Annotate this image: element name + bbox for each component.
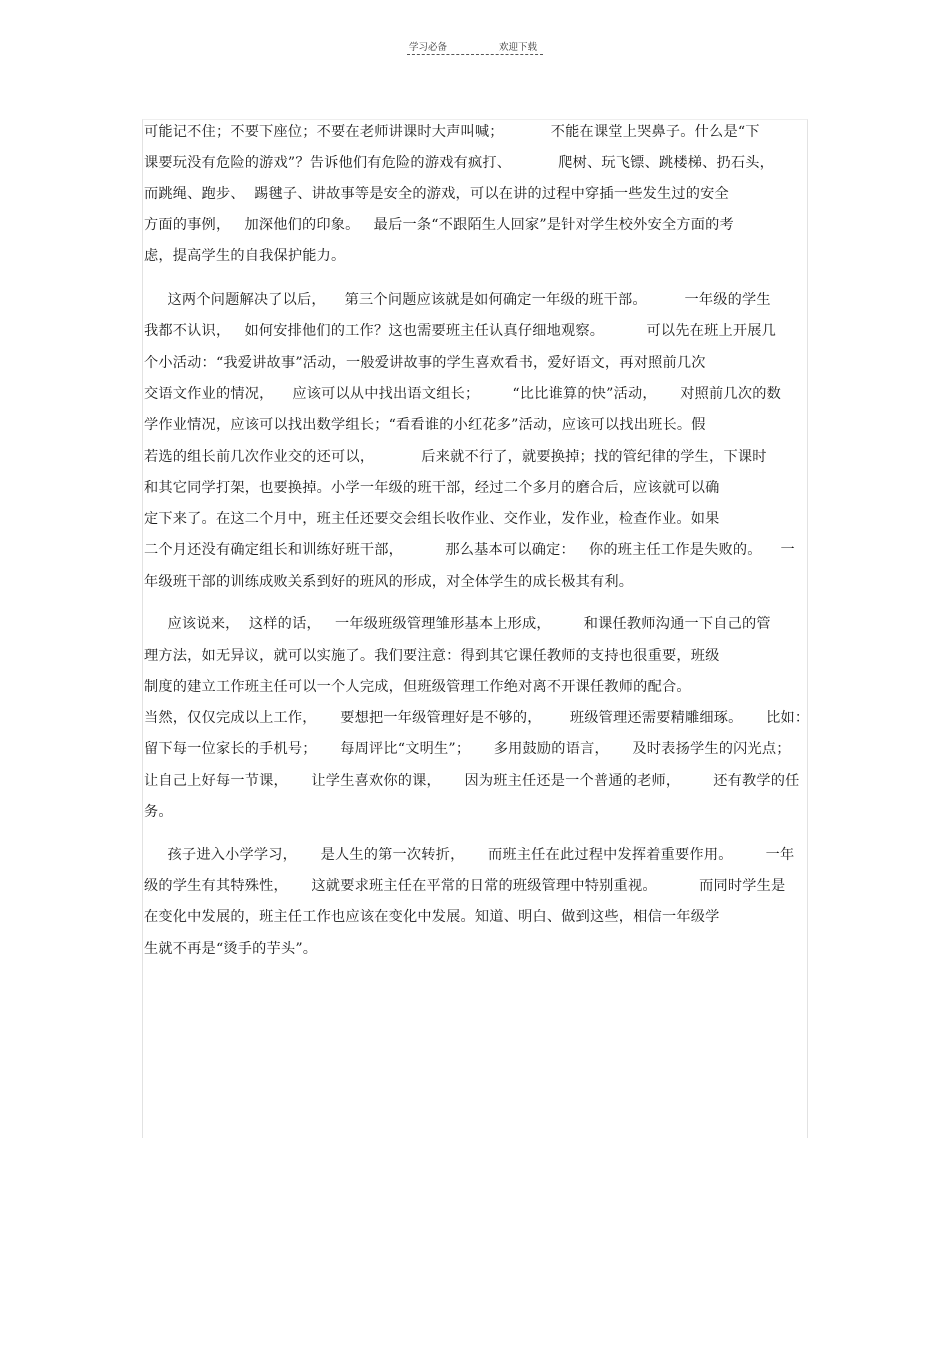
header-left-text: 学习必备 [409, 42, 448, 53]
text-line: 应该说来， 这样的话， 一年级班级管理雏形基本上形成， 和课任教师沟通一下自己的管 [144, 616, 771, 632]
text-line: 虑，提高学生的自我保护能力。 [144, 248, 346, 264]
text-line: 二个月还没有确定组长和训练好班干部， 那么基本可以确定： 你的班主任工作是失败的。 一 [144, 542, 795, 558]
text-line: 让自己上好每一节课， 让学生喜欢你的课， 因为班主任还是一个普通的老师， 还有教学的任 [144, 773, 800, 789]
text-line: 而跳绳、跑步、 踢毽子、讲故事等是安全的游戏，可以在讲的过程中穿插一些发生过的安全 [144, 186, 729, 202]
text-line: 和其它同学打架，也要换掉。小学一年级的班干部，经过二个多月的磨合后，应该就可以确 [144, 480, 720, 496]
text-line: 在变化中发展的，班主任工作也应该在变化中发展。知道、明白、做到这些，相信一年级学 [144, 909, 720, 925]
text-line: 个小活动：“我爱讲故事”活动，一般爱讲故事的学生喜欢看书，爱好语文，再对照前几次 [144, 355, 706, 371]
text-line: 定下来了。在这二个月中，班主任还要交会组长收作业、交作业，发作业，检查作业。如果 [144, 511, 720, 527]
page-header [407, 39, 543, 59]
text-line: 若选的组长前几次作业交的还可以， 后来就不行了，就要换掉；找的管纪律的学生，下课时 [144, 449, 767, 465]
text-line: 理方法，如无异议，就可以实施了。我们要注意：得到其它课任教师的支持也很重要，班级 [144, 648, 720, 664]
text-line: 学作业情况，应该可以找出数学组长；“看看谁的小红花多”活动，应该可以找出班长。假 [144, 417, 706, 433]
text-line: 生就不再是“烫手的芋头”。 [144, 941, 318, 957]
text-line: 孩子进入小学学习， 是人生的第一次转折， 而班主任在此过程中发挥着重要作用。 一年 [144, 847, 795, 863]
text-line: 这两个问题解决了以后， 第三个问题应该就是如何确定一年级的班干部。 一年级的学生 [144, 292, 771, 308]
text-line: 当然，仅仅完成以上工作， 要想把一年级管理好是不够的， 班级管理还需要精雕细琢。 比如： [144, 710, 810, 726]
text-line: 留下每一位家长的手机号； 每周评比“文明生”； 多用鼓励的语言， 及时表扬学生的闪光点； [144, 741, 791, 757]
text-line: 课要玩没有危险的游戏”？告诉他们有危险的游戏有疯打、 爬树、玩飞镖、跳楼梯、扔石头， [144, 155, 775, 171]
header-right-text: 欢迎下载 [499, 42, 538, 53]
header-rule [407, 54, 543, 55]
text-line: 级的学生有其特殊性， 这就要求班主任在平常的日常的班级管理中特别重视。 而同时学生是 [144, 878, 786, 894]
text-line: 年级班干部的训练成败关系到好的班风的形成，对全体学生的成长极其有利。 [144, 574, 634, 590]
text-line: 我都不认识， 如何安排他们的工作？这也需要班主任认真仔细地观察。 可以先在班上开展几 [144, 323, 777, 339]
text-line: 务。 [144, 804, 173, 820]
text-line: 制度的建立工作班主任可以一个人完成，但班级管理工作绝对离不开课任教师的配合。 [144, 679, 691, 695]
text-line: 方面的事例， 加深他们的印象。 最后一条“不跟陌生人回家”是针对学生校外安全方面的考 [144, 217, 734, 233]
text-line: 可能记不住；不要下座位；不要在老师讲课时大声叫喊； 不能在课堂上哭鼻子。什么是“下 [144, 124, 760, 140]
text-line: 交语文作业的情况， 应该可以从中找出语文组长； “比比谁算的快”活动， 对照前几次的数 [144, 386, 781, 402]
